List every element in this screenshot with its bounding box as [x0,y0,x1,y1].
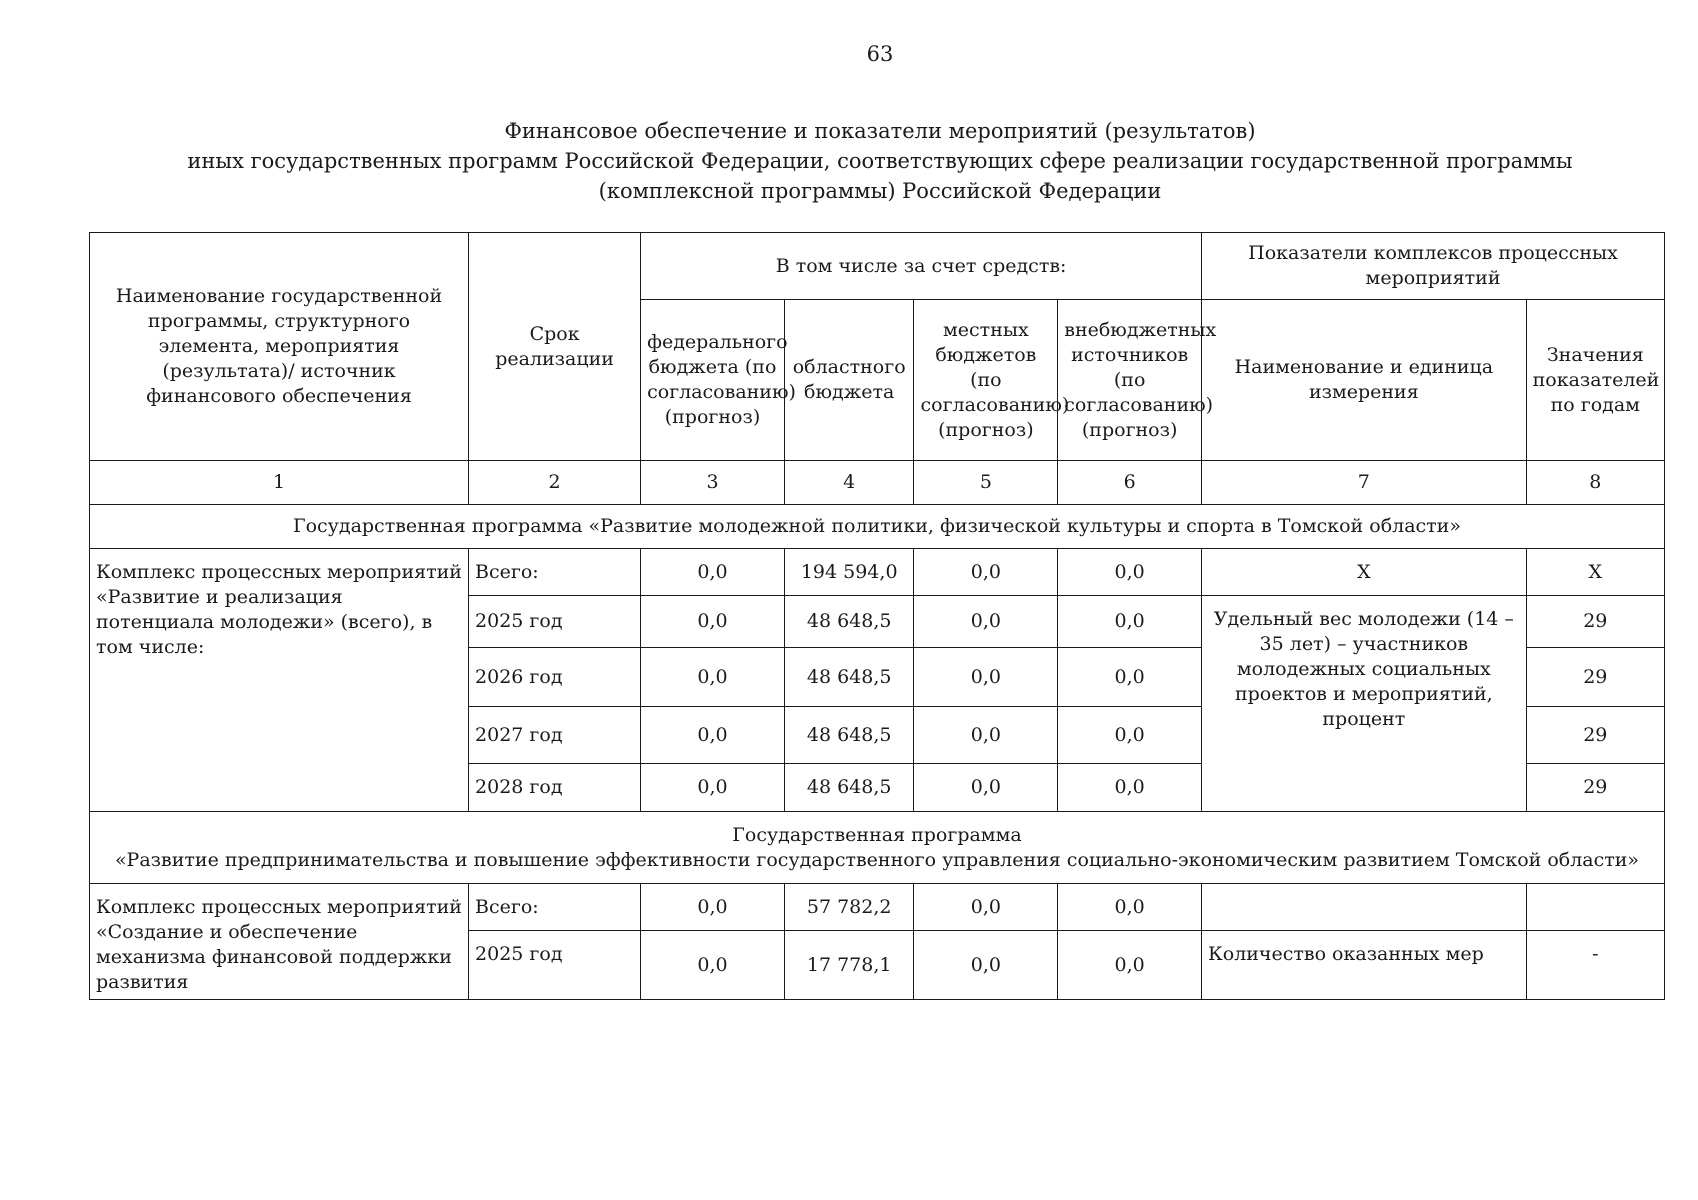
value-cell: - [1526,931,1664,1000]
document-title [90,116,1670,206]
local-cell: 0,0 [914,648,1058,707]
federal-cell: 0,0 [641,549,785,596]
indicator-cell: X [1202,549,1527,596]
column-number: 5 [914,461,1058,505]
program-2-title [90,812,1665,884]
column-number: 4 [784,461,914,505]
program-2-title-row [90,812,1665,884]
local-cell: 0,0 [914,596,1058,648]
title-line-2: иных государственных программ Российской Федерации, соответствующих сфере реализации государственной программы [187,149,1573,173]
header-local: местных бюджетов (по согласованию) (прогноз) [914,300,1058,461]
regional-cell: 48 648,5 [784,596,914,648]
program-1-indicator-name: Удельный вес молодежи (14 – 35 лет) – участников молодежных социальных проектов и мероприятий, процент [1202,596,1527,812]
column-number: 1 [90,461,469,505]
page-number: 63 [866,42,894,66]
header-name: Наименование государственной программы, структурного элемента, мероприятия (результата)/ источник финансового обеспечения [90,233,469,461]
header-period: Срок реализации [469,233,641,461]
indicator-cell: Количество оказанных мер [1202,931,1527,1000]
column-number: 7 [1202,461,1527,505]
header-indicator-name: Наименование и единица измерения [1202,300,1527,461]
extra-cell: 0,0 [1058,549,1202,596]
regional-cell: 48 648,5 [784,764,914,812]
financing-table [89,232,1665,1000]
value-cell: X [1526,549,1664,596]
column-number: 6 [1058,461,1202,505]
header-indicators-group: Показатели комплексов процессных мероприятий [1202,233,1665,300]
title-line-3: (комплексной программы) Российской Федерации [598,179,1162,203]
extra-cell: 0,0 [1058,931,1202,1000]
local-cell: 0,0 [914,884,1058,931]
extra-cell: 0,0 [1058,648,1202,707]
regional-cell: 48 648,5 [784,648,914,707]
local-cell: 0,0 [914,549,1058,596]
regional-cell: 17 778,1 [784,931,914,1000]
federal-cell: 0,0 [641,648,785,707]
header-federal: федерального бюджета (по согласованию) (прогноз) [641,300,785,461]
period-cell: 2025 год [469,596,641,648]
program-1-title: Государственная программа «Развитие молодежной политики, физической культуры и спорта в Томской области» [90,505,1665,549]
federal-cell: 0,0 [641,931,785,1000]
federal-cell: 0,0 [641,707,785,764]
regional-cell: 48 648,5 [784,707,914,764]
program-1-title-row [90,505,1665,549]
program-2-complex-name: Комплекс процессных мероприятий «Создание и обеспечение механизма финансовой поддержки развития [90,884,469,1000]
period-cell: 2026 год [469,648,641,707]
extra-cell: 0,0 [1058,884,1202,931]
header-row-1 [90,233,1665,300]
extra-cell: 0,0 [1058,596,1202,648]
federal-cell: 0,0 [641,884,785,931]
period-cell: 2027 год [469,707,641,764]
regional-cell: 57 782,2 [784,884,914,931]
period-cell: Всего: [469,884,641,931]
value-cell [1526,884,1664,931]
program-2-title-line-1: Государственная программа [732,823,1022,846]
header-indicator-values: Значения показателей по годам [1526,300,1664,461]
value-cell: 29 [1526,707,1664,764]
program-1-complex-name: Комплекс процессных мероприятий «Развитие и реализация потенциала молодежи» (всего), в том числе: [90,549,469,812]
value-cell: 29 [1526,596,1664,648]
period-cell: Всего: [469,549,641,596]
value-cell: 29 [1526,648,1664,707]
local-cell: 0,0 [914,931,1058,1000]
column-numbers-row [90,461,1665,505]
table-row [90,884,1665,931]
header-funding-group: В том числе за счет средств: [641,233,1202,300]
title-line-1: Финансовое обеспечение и показатели мероприятий (результатов) [504,119,1256,143]
local-cell: 0,0 [914,707,1058,764]
program-2-title-line-2: «Развитие предпринимательства и повышение эффективности государственного управления социально-экономическим развитием Томской области» [114,848,1640,871]
column-number: 2 [469,461,641,505]
extra-cell: 0,0 [1058,707,1202,764]
column-number: 8 [1526,461,1664,505]
header-extra: внебюджетных источников (по согласованию) (прогноз) [1058,300,1202,461]
table-row [90,549,1665,596]
federal-cell: 0,0 [641,764,785,812]
regional-cell: 194 594,0 [784,549,914,596]
federal-cell: 0,0 [641,596,785,648]
column-number: 3 [641,461,785,505]
value-cell: 29 [1526,764,1664,812]
indicator-cell [1202,884,1527,931]
period-cell: 2028 год [469,764,641,812]
period-cell: 2025 год [469,931,641,1000]
local-cell: 0,0 [914,764,1058,812]
extra-cell: 0,0 [1058,764,1202,812]
header-regional: областного бюджета [784,300,914,461]
